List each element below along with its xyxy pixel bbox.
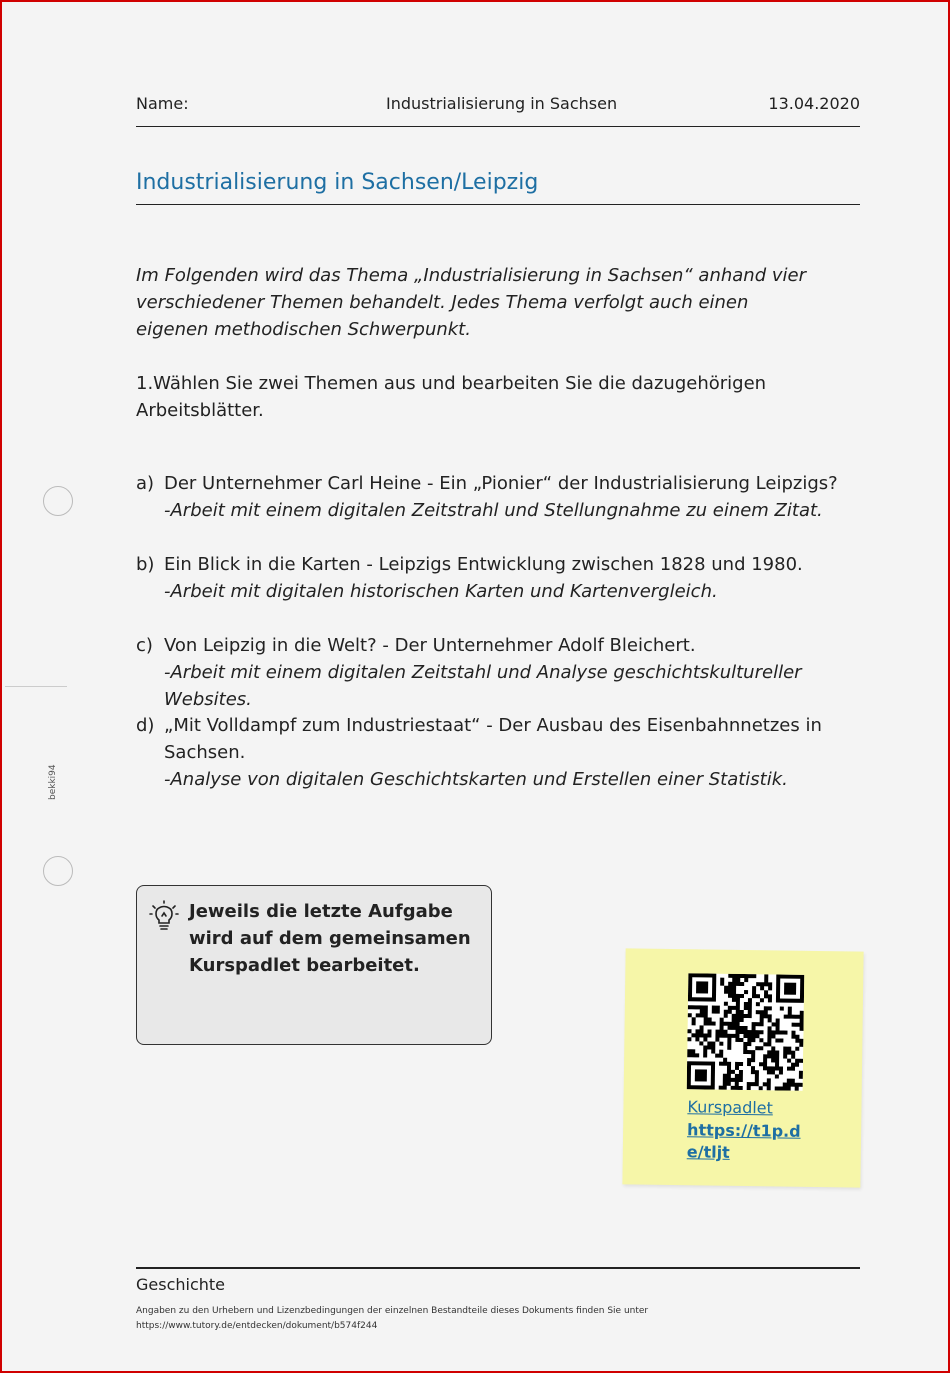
punch-hole-bottom	[43, 856, 73, 886]
topic-item-b	[136, 551, 846, 605]
header-date: 13.04.2020	[768, 94, 860, 113]
topic-method: -Analyse von digitalen Geschichtskarten und Erstellen einer Statistik.	[164, 769, 788, 790]
task-instruction: 1.Wählen Sie zwei Themen aus und bearbeiten Sie die dazugehörigen Arbeitsblätter.	[136, 373, 767, 421]
topic-letter: b)	[136, 554, 155, 575]
credits-url[interactable]: https://www.tutory.de/entdecken/dokument/b574f244	[136, 1321, 378, 1331]
topic-method: -Arbeit mit digitalen historischen Karten und Kartenvergleich.	[164, 581, 718, 602]
author-tag: bekki94	[48, 764, 58, 800]
footer-subject: Geschichte	[136, 1275, 226, 1294]
page-header	[136, 92, 860, 127]
topic-item-d	[136, 712, 846, 793]
intro-text: Im Folgenden wird das Thema „Industrialisierung in Sachsen“ anhand vier verschiedener Themen behandelt. Jedes Thema verfolgt auch einen eigenen methodischen Schwerpunkt.	[136, 265, 806, 340]
hint-box	[136, 885, 492, 1045]
topic-title: Ein Blick in die Karten - Leipzigs Entwicklung zwischen 1828 und 1980.	[164, 554, 803, 575]
topic-letter: c)	[136, 635, 153, 656]
topic-method: -Arbeit mit einem digitalen Zeitstrahl und Stellungnahme zu einem Zitat.	[164, 500, 823, 521]
fold-mark	[5, 686, 67, 687]
topic-letter: d)	[136, 715, 155, 736]
topic-title: Der Unternehmer Carl Heine - Ein „Pionier“ der Industrialisierung Leipzigs?	[164, 473, 838, 494]
header-topic: Industrialisierung in Sachsen	[386, 94, 618, 113]
lightbulb-icon	[149, 900, 179, 934]
hint-text: Jeweils die letzte Aufgabe wird auf dem gemeinsamen Kurspadlet bearbeitet.	[189, 901, 471, 976]
page-title: Industrialisierung in Sachsen/Leipzig	[136, 170, 860, 205]
credits-line: Angaben zu den Urhebern und Lizenzbedingungen der einzelnen Bestandteile dieses Dokuments finden Sie unter	[136, 1306, 649, 1316]
padlet-url-link[interactable]: https://t1p.de/tljt	[686, 1120, 801, 1162]
topic-letter: a)	[136, 473, 155, 494]
footer-credits	[136, 1304, 696, 1334]
name-label: Name:	[136, 94, 189, 113]
topic-item-a	[136, 470, 846, 524]
topic-title: Von Leipzig in die Welt? - Der Unternehmer Adolf Bleichert.	[164, 635, 696, 656]
topic-method: -Arbeit mit einem digitalen Zeitstahl und Analyse geschichtskultureller Websites.	[164, 662, 802, 710]
qr-code-icon[interactable]	[687, 973, 805, 1091]
footer-divider	[136, 1267, 860, 1269]
topic-title: „Mit Volldampf zum Industriestaat“ - Der Ausbau des Eisenbahnnetzes in Sachsen.	[164, 715, 822, 763]
sticky-note	[622, 948, 863, 1187]
topic-item-c	[136, 632, 846, 713]
punch-hole-top	[43, 486, 73, 516]
padlet-link-label[interactable]: Kurspadlet	[687, 1097, 774, 1118]
